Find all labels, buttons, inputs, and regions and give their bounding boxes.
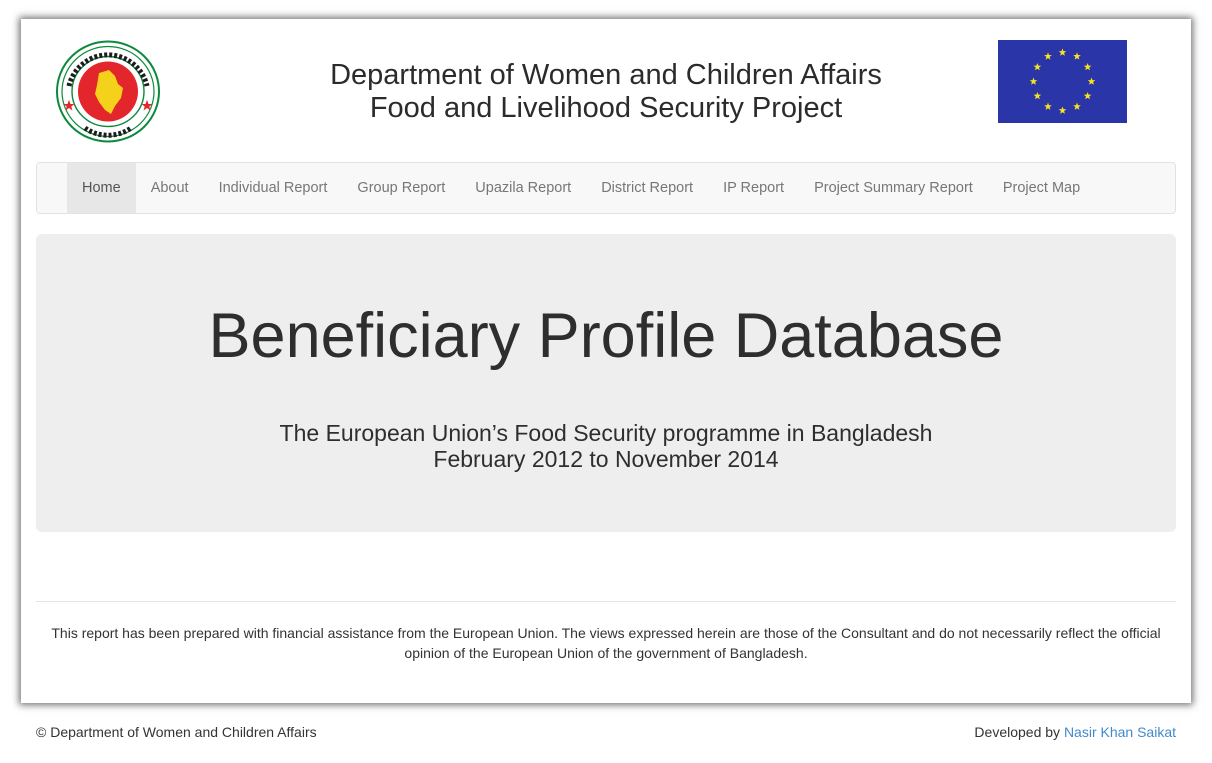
disclaimer-line1: This report has been prepared with financial assistance from the European Union. The views expressed herein are those of the Consultant and do not necessarily reflect the official: [51, 625, 1161, 641]
nav-item-ip-report[interactable]: IP Report: [723, 180, 785, 196]
nav-item-group-report[interactable]: Group Report: [357, 180, 446, 196]
bangladesh-government-seal-icon: [55, 40, 161, 143]
european-union-flag-icon: [998, 40, 1127, 123]
footer-developer-link[interactable]: Nasir Khan Saikat: [1063, 724, 1176, 740]
section-divider: [36, 601, 1176, 602]
nav-item-upazila-report[interactable]: Upazila Report: [475, 180, 572, 196]
nav-item-home[interactable]: Home: [67, 163, 136, 213]
nav-item-about[interactable]: About: [150, 180, 189, 196]
main-navbar: [36, 162, 1176, 214]
site-header: [21, 19, 1191, 149]
nav-item-district-report[interactable]: District Report: [601, 180, 694, 196]
hero-title: Beneficiary Profile Database: [208, 301, 1004, 371]
footer-developed-by-label: Developed by: [974, 724, 1061, 740]
hero-jumbotron: [36, 234, 1176, 532]
site-title-line2: Food and Livelihood Security Project: [369, 92, 843, 124]
nav-item-project-map[interactable]: Project Map: [1002, 180, 1081, 196]
nav-item-individual-report[interactable]: Individual Report: [218, 180, 328, 196]
site-title-line1: Department of Women and Children Affairs: [330, 59, 882, 91]
hero-subtitle-line1: The European Union’s Food Security programme in Bangladesh: [279, 420, 933, 446]
footer-copyright: © Department of Women and Children Affairs: [36, 724, 317, 740]
hero-subtitle-line2: February 2012 to November 2014: [433, 446, 779, 472]
nav-list: [67, 163, 1095, 213]
hero-subtitle: [36, 420, 1176, 472]
footer-credit: [974, 724, 1176, 740]
disclaimer-text: [36, 623, 1176, 663]
site-title: [221, 59, 991, 125]
disclaimer-line2: opinion of the European Union of the government of Bangladesh.: [404, 645, 808, 661]
page-card: [21, 19, 1191, 703]
nav-item-project-summary-report[interactable]: Project Summary Report: [814, 180, 973, 196]
